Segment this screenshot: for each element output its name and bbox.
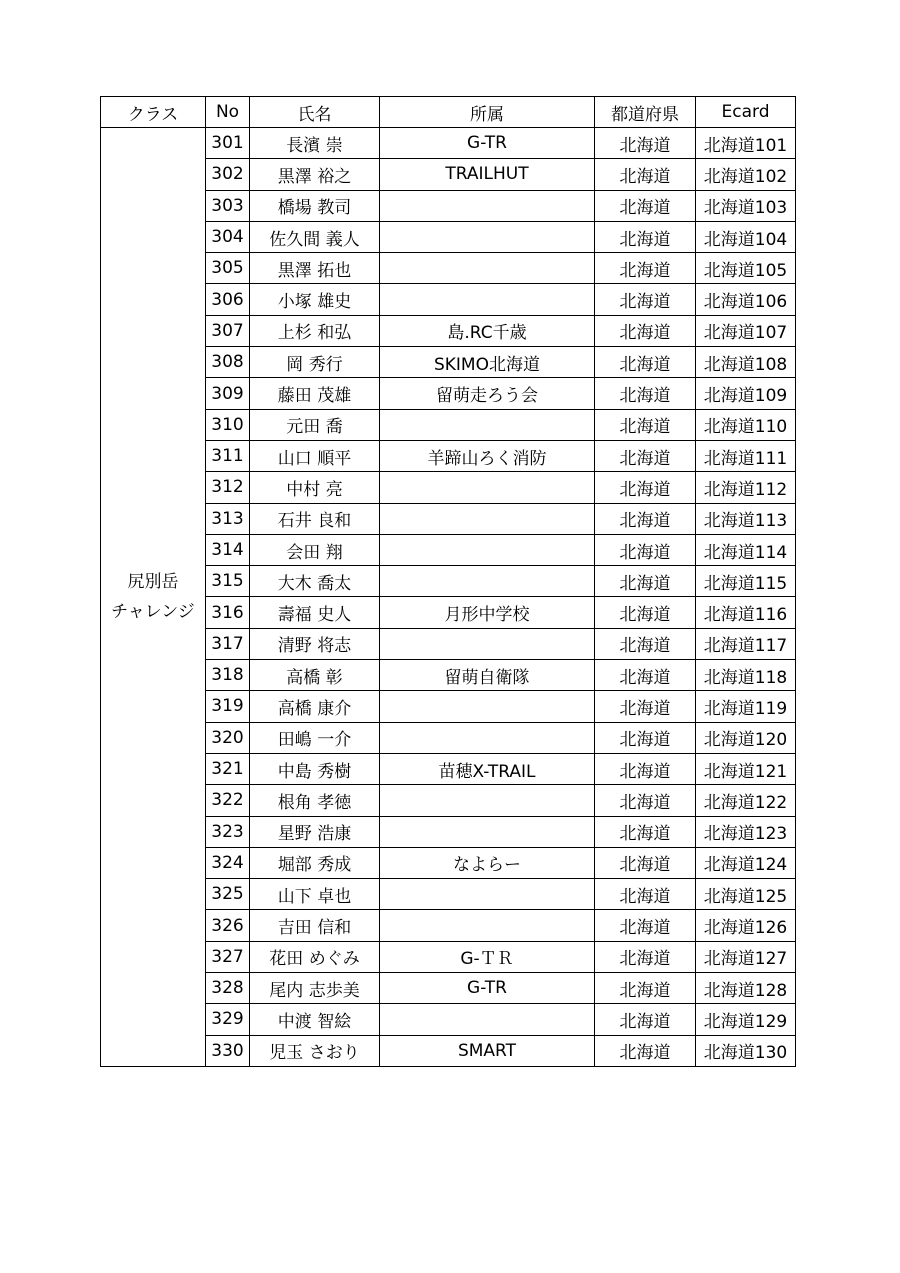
header-name: 氏名 bbox=[250, 97, 380, 128]
prefecture-cell: 北海道 bbox=[595, 315, 696, 346]
ecard-cell: 北海道116 bbox=[696, 597, 796, 628]
ecard-cell: 北海道110 bbox=[696, 409, 796, 440]
table-row bbox=[101, 1035, 796, 1066]
name-cell: 中村 亮 bbox=[250, 472, 380, 503]
ecard-cell: 北海道126 bbox=[696, 910, 796, 941]
table-row bbox=[101, 660, 796, 691]
class-label-line2: チャレンジ bbox=[111, 601, 195, 622]
header-affiliation: 所属 bbox=[380, 97, 595, 128]
table-row bbox=[101, 691, 796, 722]
affiliation-cell: TRAILHUT bbox=[380, 159, 595, 190]
table-row bbox=[101, 284, 796, 315]
no-cell: 306 bbox=[206, 284, 250, 315]
ecard-cell: 北海道111 bbox=[696, 440, 796, 471]
affiliation-cell bbox=[380, 722, 595, 753]
prefecture-cell: 北海道 bbox=[595, 753, 696, 784]
prefecture-cell: 北海道 bbox=[595, 534, 696, 565]
header-ecard: Ecard bbox=[696, 97, 796, 128]
name-cell: 黒澤 拓也 bbox=[250, 253, 380, 284]
table-row bbox=[101, 597, 796, 628]
ecard-cell: 北海道115 bbox=[696, 566, 796, 597]
name-cell: 小塚 雄史 bbox=[250, 284, 380, 315]
prefecture-cell: 北海道 bbox=[595, 816, 696, 847]
affiliation-cell: 苗穂X-TRAIL bbox=[380, 753, 595, 784]
no-cell: 309 bbox=[206, 378, 250, 409]
no-cell: 319 bbox=[206, 691, 250, 722]
affiliation-cell bbox=[380, 691, 595, 722]
table-row bbox=[101, 315, 796, 346]
name-cell: 佐久間 義人 bbox=[250, 221, 380, 252]
affiliation-cell bbox=[380, 566, 595, 597]
no-cell: 305 bbox=[206, 253, 250, 284]
prefecture-cell: 北海道 bbox=[595, 503, 696, 534]
prefecture-cell: 北海道 bbox=[595, 378, 696, 409]
ecard-cell: 北海道103 bbox=[696, 190, 796, 221]
name-cell: 中島 秀樹 bbox=[250, 753, 380, 784]
affiliation-cell bbox=[380, 409, 595, 440]
table-row bbox=[101, 879, 796, 910]
table-row bbox=[101, 722, 796, 753]
prefecture-cell: 北海道 bbox=[595, 847, 696, 878]
name-cell: 黒澤 裕之 bbox=[250, 159, 380, 190]
no-cell: 326 bbox=[206, 910, 250, 941]
table-row bbox=[101, 347, 796, 378]
class-label-line1: 尻別岳 bbox=[127, 571, 179, 592]
ecard-cell: 北海道102 bbox=[696, 159, 796, 190]
table-row bbox=[101, 753, 796, 784]
table-row bbox=[101, 378, 796, 409]
name-cell: 吉田 信和 bbox=[250, 910, 380, 941]
no-cell: 327 bbox=[206, 941, 250, 972]
ecard-cell: 北海道130 bbox=[696, 1035, 796, 1066]
affiliation-cell bbox=[380, 472, 595, 503]
no-cell: 304 bbox=[206, 221, 250, 252]
header-row bbox=[101, 97, 796, 128]
header-prefecture: 都道府県 bbox=[595, 97, 696, 128]
affiliation-cell bbox=[380, 1004, 595, 1035]
name-cell: 長濱 崇 bbox=[250, 128, 380, 159]
name-cell: 山下 卓也 bbox=[250, 879, 380, 910]
prefecture-cell: 北海道 bbox=[595, 409, 696, 440]
name-cell: 児玉 さおり bbox=[250, 1035, 380, 1066]
prefecture-cell: 北海道 bbox=[595, 253, 696, 284]
header-class: クラス bbox=[101, 97, 206, 128]
prefecture-cell: 北海道 bbox=[595, 941, 696, 972]
prefecture-cell: 北海道 bbox=[595, 879, 696, 910]
table-row bbox=[101, 910, 796, 941]
ecard-cell: 北海道121 bbox=[696, 753, 796, 784]
no-cell: 330 bbox=[206, 1035, 250, 1066]
affiliation-cell: 島.RC千歳 bbox=[380, 315, 595, 346]
affiliation-cell bbox=[380, 190, 595, 221]
table-row bbox=[101, 221, 796, 252]
name-cell: 堀部 秀成 bbox=[250, 847, 380, 878]
name-cell: 元田 喬 bbox=[250, 409, 380, 440]
table-row bbox=[101, 566, 796, 597]
table-row bbox=[101, 847, 796, 878]
ecard-cell: 北海道125 bbox=[696, 879, 796, 910]
no-cell: 311 bbox=[206, 440, 250, 471]
no-cell: 323 bbox=[206, 816, 250, 847]
table-body bbox=[101, 128, 796, 1067]
no-cell: 313 bbox=[206, 503, 250, 534]
ecard-cell: 北海道108 bbox=[696, 347, 796, 378]
prefecture-cell: 北海道 bbox=[595, 190, 696, 221]
name-cell: 石井 良和 bbox=[250, 503, 380, 534]
ecard-cell: 北海道113 bbox=[696, 503, 796, 534]
ecard-cell: 北海道118 bbox=[696, 660, 796, 691]
table-row bbox=[101, 159, 796, 190]
table-row bbox=[101, 409, 796, 440]
no-cell: 315 bbox=[206, 566, 250, 597]
prefecture-cell: 北海道 bbox=[595, 472, 696, 503]
affiliation-cell bbox=[380, 534, 595, 565]
table-row bbox=[101, 973, 796, 1004]
no-cell: 325 bbox=[206, 879, 250, 910]
prefecture-cell: 北海道 bbox=[595, 347, 696, 378]
no-cell: 302 bbox=[206, 159, 250, 190]
ecard-cell: 北海道122 bbox=[696, 785, 796, 816]
prefecture-cell: 北海道 bbox=[595, 785, 696, 816]
name-cell: 高橋 彰 bbox=[250, 660, 380, 691]
ecard-cell: 北海道129 bbox=[696, 1004, 796, 1035]
prefecture-cell: 北海道 bbox=[595, 628, 696, 659]
name-cell: 尾内 志歩美 bbox=[250, 973, 380, 1004]
affiliation-cell: 月形中学校 bbox=[380, 597, 595, 628]
name-cell: 大木 喬太 bbox=[250, 566, 380, 597]
table-row bbox=[101, 503, 796, 534]
ecard-cell: 北海道117 bbox=[696, 628, 796, 659]
ecard-cell: 北海道128 bbox=[696, 973, 796, 1004]
affiliation-cell bbox=[380, 221, 595, 252]
ecard-cell: 北海道123 bbox=[696, 816, 796, 847]
name-cell: 藤田 茂雄 bbox=[250, 378, 380, 409]
affiliation-cell: 留萌走ろう会 bbox=[380, 378, 595, 409]
prefecture-cell: 北海道 bbox=[595, 284, 696, 315]
no-cell: 307 bbox=[206, 315, 250, 346]
affiliation-cell: SMART bbox=[380, 1035, 595, 1066]
class-cell bbox=[101, 128, 206, 1067]
table-row bbox=[101, 534, 796, 565]
name-cell: 上杉 和弘 bbox=[250, 315, 380, 346]
no-cell: 320 bbox=[206, 722, 250, 753]
name-cell: 中渡 智絵 bbox=[250, 1004, 380, 1035]
header-no: No bbox=[206, 97, 250, 128]
no-cell: 322 bbox=[206, 785, 250, 816]
ecard-cell: 北海道107 bbox=[696, 315, 796, 346]
ecard-cell: 北海道109 bbox=[696, 378, 796, 409]
name-cell: 会田 翔 bbox=[250, 534, 380, 565]
no-cell: 316 bbox=[206, 597, 250, 628]
prefecture-cell: 北海道 bbox=[595, 128, 696, 159]
table-row bbox=[101, 472, 796, 503]
name-cell: 橋場 教司 bbox=[250, 190, 380, 221]
affiliation-cell: G-TR bbox=[380, 128, 595, 159]
name-cell: 壽福 史人 bbox=[250, 597, 380, 628]
table-row bbox=[101, 1004, 796, 1035]
no-cell: 321 bbox=[206, 753, 250, 784]
prefecture-cell: 北海道 bbox=[595, 660, 696, 691]
affiliation-cell bbox=[380, 816, 595, 847]
ecard-cell: 北海道105 bbox=[696, 253, 796, 284]
table-row bbox=[101, 253, 796, 284]
no-cell: 303 bbox=[206, 190, 250, 221]
prefecture-cell: 北海道 bbox=[595, 159, 696, 190]
ecard-cell: 北海道114 bbox=[696, 534, 796, 565]
ecard-cell: 北海道106 bbox=[696, 284, 796, 315]
no-cell: 329 bbox=[206, 1004, 250, 1035]
ecard-cell: 北海道119 bbox=[696, 691, 796, 722]
no-cell: 324 bbox=[206, 847, 250, 878]
name-cell: 岡 秀行 bbox=[250, 347, 380, 378]
affiliation-cell: G-ＴＲ bbox=[380, 941, 595, 972]
name-cell: 高橋 康介 bbox=[250, 691, 380, 722]
no-cell: 301 bbox=[206, 128, 250, 159]
table-row bbox=[101, 941, 796, 972]
affiliation-cell: SKIMO北海道 bbox=[380, 347, 595, 378]
ecard-cell: 北海道127 bbox=[696, 941, 796, 972]
table-row bbox=[101, 628, 796, 659]
affiliation-cell bbox=[380, 879, 595, 910]
ecard-cell: 北海道104 bbox=[696, 221, 796, 252]
no-cell: 318 bbox=[206, 660, 250, 691]
affiliation-cell bbox=[380, 785, 595, 816]
prefecture-cell: 北海道 bbox=[595, 910, 696, 941]
table-row bbox=[101, 785, 796, 816]
name-cell: 花田 めぐみ bbox=[250, 941, 380, 972]
ecard-cell: 北海道101 bbox=[696, 128, 796, 159]
table-row bbox=[101, 816, 796, 847]
no-cell: 308 bbox=[206, 347, 250, 378]
prefecture-cell: 北海道 bbox=[595, 1035, 696, 1066]
affiliation-cell: なよらー bbox=[380, 847, 595, 878]
affiliation-cell bbox=[380, 253, 595, 284]
table-row bbox=[101, 128, 796, 159]
name-cell: 根角 孝徳 bbox=[250, 785, 380, 816]
prefecture-cell: 北海道 bbox=[595, 973, 696, 1004]
name-cell: 星野 浩康 bbox=[250, 816, 380, 847]
no-cell: 314 bbox=[206, 534, 250, 565]
prefecture-cell: 北海道 bbox=[595, 722, 696, 753]
name-cell: 田嶋 一介 bbox=[250, 722, 380, 753]
name-cell: 山口 順平 bbox=[250, 440, 380, 471]
affiliation-cell bbox=[380, 628, 595, 659]
table-header bbox=[101, 97, 796, 128]
affiliation-cell: G-TR bbox=[380, 973, 595, 1004]
table-row bbox=[101, 440, 796, 471]
prefecture-cell: 北海道 bbox=[595, 221, 696, 252]
no-cell: 312 bbox=[206, 472, 250, 503]
ecard-cell: 北海道120 bbox=[696, 722, 796, 753]
prefecture-cell: 北海道 bbox=[595, 597, 696, 628]
prefecture-cell: 北海道 bbox=[595, 566, 696, 597]
no-cell: 328 bbox=[206, 973, 250, 1004]
ecard-cell: 北海道124 bbox=[696, 847, 796, 878]
affiliation-cell bbox=[380, 503, 595, 534]
no-cell: 310 bbox=[206, 409, 250, 440]
prefecture-cell: 北海道 bbox=[595, 1004, 696, 1035]
affiliation-cell: 留萌自衛隊 bbox=[380, 660, 595, 691]
affiliation-cell bbox=[380, 910, 595, 941]
prefecture-cell: 北海道 bbox=[595, 691, 696, 722]
table-row bbox=[101, 190, 796, 221]
no-cell: 317 bbox=[206, 628, 250, 659]
ecard-cell: 北海道112 bbox=[696, 472, 796, 503]
name-cell: 清野 将志 bbox=[250, 628, 380, 659]
entry-list-table bbox=[100, 96, 796, 1067]
affiliation-cell bbox=[380, 284, 595, 315]
prefecture-cell: 北海道 bbox=[595, 440, 696, 471]
affiliation-cell: 羊蹄山ろく消防 bbox=[380, 440, 595, 471]
